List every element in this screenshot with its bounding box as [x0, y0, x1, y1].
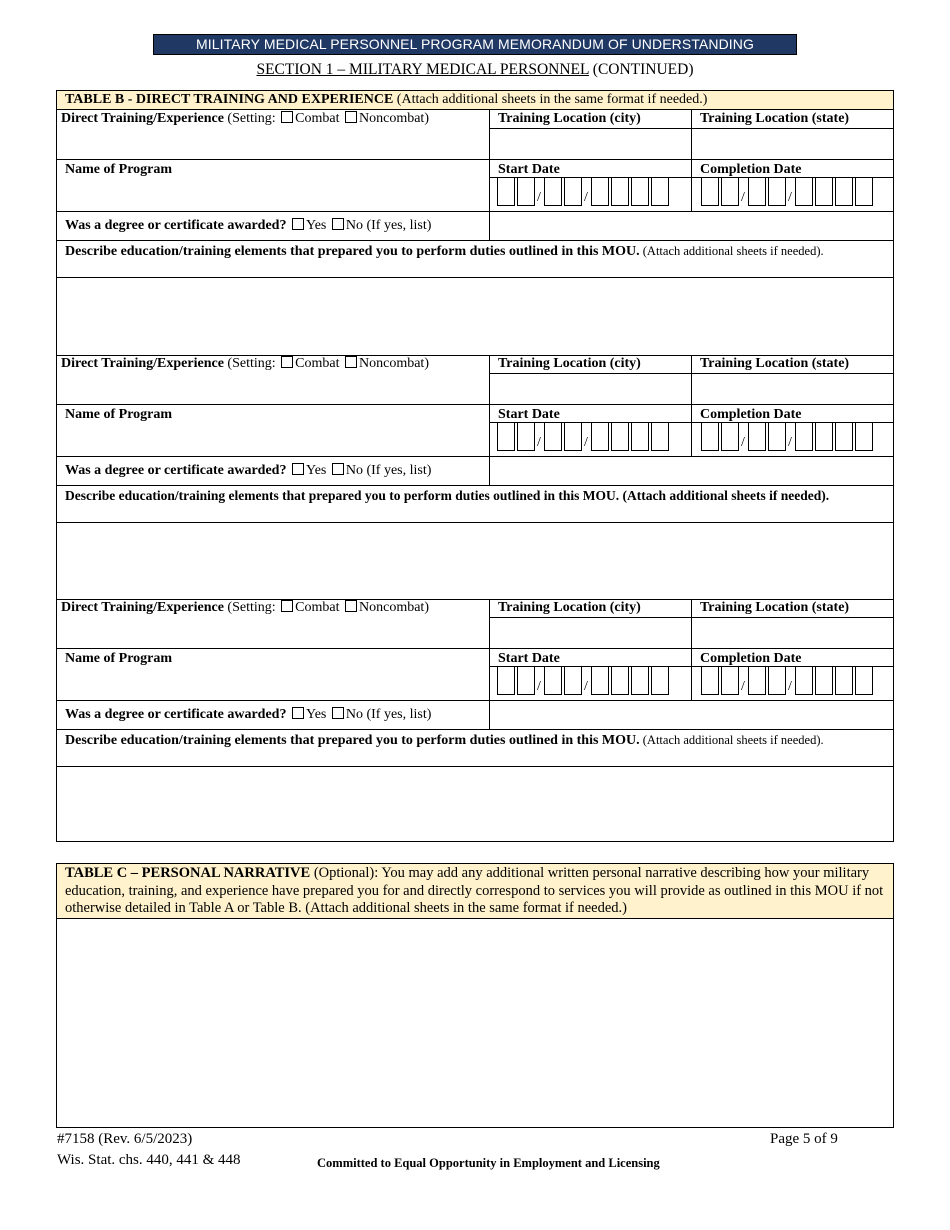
describe-label: Describe education/training elements that prepared you to perform duties outlined in this MOU. (Attach additional sheets if needed). — [65, 733, 824, 748]
training-state-input[interactable] — [692, 618, 893, 648]
training-input[interactable] — [57, 618, 489, 648]
training-state-input[interactable] — [692, 374, 893, 404]
table-c — [56, 863, 894, 1128]
noncombat-checkbox[interactable] — [345, 600, 357, 612]
training-block-3 — [57, 599, 893, 844]
program-name-label: Name of Program — [65, 407, 173, 422]
combat-checkbox[interactable] — [281, 356, 293, 368]
combat-checkbox[interactable] — [281, 600, 293, 612]
table-c-title: TABLE C – PERSONAL NARRATIVE — [65, 865, 311, 881]
training-state-label: Training Location (state) — [700, 111, 850, 126]
degree-yes-checkbox[interactable] — [292, 463, 304, 475]
training-city-label: Training Location (city) — [498, 600, 641, 615]
section-title — [0, 61, 950, 79]
form-number: #7158 (Rev. 6/5/2023) — [57, 1131, 193, 1147]
noncombat-checkbox[interactable] — [345, 356, 357, 368]
completion-date-input[interactable]: / / — [701, 667, 881, 695]
training-block-2 — [57, 355, 893, 600]
degree-no-checkbox[interactable] — [332, 463, 344, 475]
describe-label: Describe education/training elements that prepared you to perform duties outlined in this MOU. (Attach additional sheets if needed). — [65, 488, 830, 503]
training-city-input[interactable] — [490, 129, 691, 159]
degree-no-checkbox[interactable] — [332, 218, 344, 230]
completion-date-input[interactable]: / / — [701, 178, 881, 206]
degree-list-input[interactable] — [490, 212, 893, 240]
program-name-input[interactable] — [57, 667, 489, 700]
table-b-note: (Attach additional sheets in the same format if needed.) — [393, 92, 708, 107]
statutes: Wis. Stat. chs. 440, 441 & 448 — [57, 1152, 241, 1168]
section-title-main: SECTION 1 – MILITARY MEDICAL PERSONNEL — [256, 61, 589, 78]
degree-yes-checkbox[interactable] — [292, 218, 304, 230]
training-state-input[interactable] — [692, 129, 893, 159]
degree-question: Was a degree or certificate awarded? Yes No (If yes, list) — [65, 218, 432, 233]
training-state-label: Training Location (state) — [700, 600, 850, 615]
page-number: Page 5 of 9 — [770, 1131, 838, 1147]
table-b-header — [57, 91, 893, 110]
start-date-input[interactable]: / / — [497, 423, 677, 451]
degree-list-input[interactable] — [490, 701, 893, 729]
noncombat-checkbox[interactable] — [345, 111, 357, 123]
program-name-input[interactable] — [57, 178, 489, 211]
section-title-suffix: (CONTINUED) — [588, 61, 694, 78]
training-city-label: Training Location (city) — [498, 356, 641, 371]
table-b — [56, 90, 894, 842]
training-input[interactable] — [57, 374, 489, 404]
training-experience-label: Direct Training/Experience (Setting: Combat Noncombat) — [61, 111, 429, 126]
degree-yes-checkbox[interactable] — [292, 707, 304, 719]
table-b-title: TABLE B - DIRECT TRAINING AND EXPERIENCE — [65, 92, 394, 107]
completion-date-input[interactable]: / / — [701, 423, 881, 451]
start-date-label: Start Date — [498, 407, 560, 422]
degree-question: Was a degree or certificate awarded? Yes No (If yes, list) — [65, 463, 432, 478]
table-c-instructions: (Optional): You may add any additional written personal narrative describing how your military education, training, and experience have prepared you for and directly correspond to services you will provide as outlined in this MOU if not otherwise detailed in Table A or Table B. (Attach additional sheets in the same format if needed.) — [65, 865, 884, 916]
training-city-input[interactable] — [490, 618, 691, 648]
program-name-label: Name of Program — [65, 651, 173, 666]
training-city-input[interactable] — [490, 374, 691, 404]
start-date-label: Start Date — [498, 651, 560, 666]
training-input[interactable] — [57, 129, 489, 159]
program-name-input[interactable] — [57, 423, 489, 456]
start-date-input[interactable]: / / — [497, 667, 677, 695]
table-c-header — [57, 864, 893, 919]
describe-textarea[interactable] — [57, 278, 893, 354]
describe-textarea[interactable] — [57, 523, 893, 599]
combat-checkbox[interactable] — [281, 111, 293, 123]
completion-date-label: Completion Date — [700, 651, 802, 666]
degree-list-input[interactable] — [490, 457, 893, 485]
completion-date-label: Completion Date — [700, 162, 802, 177]
start-date-label: Start Date — [498, 162, 560, 177]
training-city-label: Training Location (city) — [498, 111, 641, 126]
completion-date-label: Completion Date — [700, 407, 802, 422]
degree-question: Was a degree or certificate awarded? Yes No (If yes, list) — [65, 707, 432, 722]
training-block-1 — [57, 110, 893, 355]
degree-no-checkbox[interactable] — [332, 707, 344, 719]
training-experience-label: Direct Training/Experience (Setting: Combat Noncombat) — [61, 356, 429, 371]
personal-narrative-textarea[interactable] — [57, 920, 893, 1127]
training-state-label: Training Location (state) — [700, 356, 850, 371]
equal-opportunity-statement: Committed to Equal Opportunity in Employment and Licensing — [317, 1156, 660, 1170]
describe-textarea[interactable] — [57, 767, 893, 841]
program-name-label: Name of Program — [65, 162, 173, 177]
form-banner: MILITARY MEDICAL PERSONNEL PROGRAM MEMORANDUM OF UNDERSTANDING — [153, 34, 797, 55]
describe-label: Describe education/training elements that prepared you to perform duties outlined in this MOU. (Attach additional sheets if needed). — [65, 244, 824, 259]
start-date-input[interactable]: / / — [497, 178, 677, 206]
training-experience-label: Direct Training/Experience (Setting: Combat Noncombat) — [61, 600, 429, 615]
